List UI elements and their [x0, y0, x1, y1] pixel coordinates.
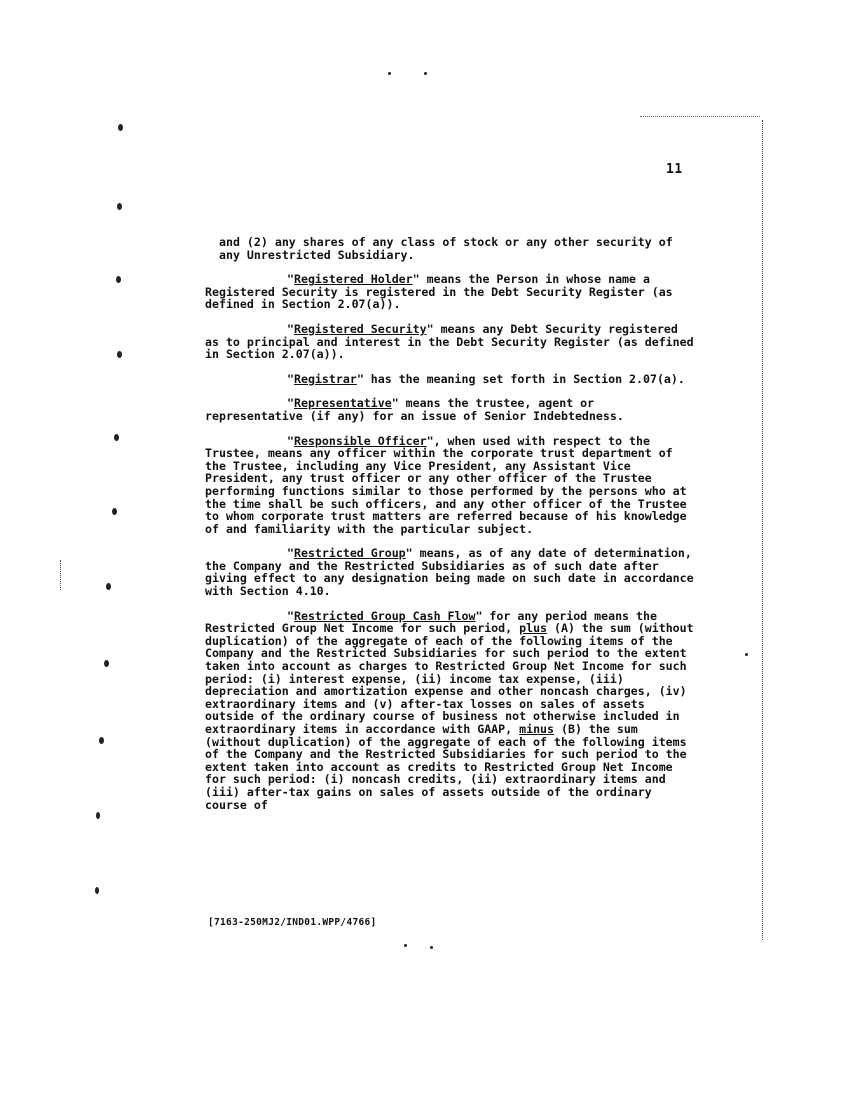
scan-speck — [95, 887, 99, 894]
definition-registered-security — [205, 323, 695, 361]
definition-text: (A) the sum (without duplication) of the aggregate of each of the following items of the Company and the Restricted Subsidiaries for such period to the extent taken into account as charges to Restricted Group Net Income for such period: (i) interest expense, (ii) income tax expense, (iii) depreciation and amortization expense and other noncash charges, (iv) extraordinary items and (v) after-tax losses on sales of assets outside of the ordinary course of business not otherwise included in extraordinary items in accordance with GAAP, — [205, 621, 694, 736]
definition-restricted-group — [205, 547, 695, 597]
definition-text: " means the Person in whose name a Registered Security is registered in the Debt Security Register (as defined in Section 2.07(a)). — [205, 272, 673, 312]
scan-speck — [116, 276, 121, 283]
plus-term: plus — [519, 621, 548, 636]
scan-speck — [430, 946, 433, 949]
open-quote: " — [287, 371, 294, 386]
scan-speck — [104, 660, 109, 667]
defined-term: Registered Security — [293, 321, 427, 336]
definition-text: ", when used with respect to the Trustee, means any officer within the corporate trust department of the Trustee, including any Vice President, any Assistant Vice President, any trust officer or any other officer of the Trustee performing functions similar to those performed by the persons who at the time shall be such officers, and any other officer of the Trustee to whom corporate trust matters are referred because of his knowledge of and familiarity with the particular subject. — [205, 433, 687, 536]
scan-speck — [106, 583, 111, 590]
defined-term: Registered Holder — [293, 272, 413, 287]
scan-speck — [118, 124, 123, 131]
scan-edge-right — [762, 120, 763, 940]
definition-text: " means any Debt Security registered as to principal and interest in the Debt Security Register (as defined in Section 2.07(a)). — [205, 321, 694, 362]
scan-speck — [424, 72, 427, 75]
open-quote: " — [287, 321, 294, 336]
definition-responsible-officer — [205, 435, 695, 536]
definition-text: " means, as of any date of determination, the Company and the Restricted Subsidiaries as of such date after giving effect to any designation being made on such date in accordance with Section 4.10. — [205, 546, 694, 599]
definition-restricted-group-cash-flow — [205, 610, 695, 812]
definition-representative — [205, 397, 695, 422]
open-quote: " — [287, 272, 294, 287]
scan-speck — [388, 72, 391, 75]
definition-registrar — [205, 373, 695, 386]
scan-speck — [96, 812, 100, 819]
definition-text: " for any period means the Restricted Group Net Income for such period, — [205, 608, 657, 636]
defined-term: Registrar — [293, 371, 357, 386]
scan-edge-left — [60, 560, 61, 590]
definition-text: " means the trustee, agent or representative (if any) for an issue of Senior Indebtedness. — [205, 396, 624, 423]
document-body — [205, 236, 695, 823]
scan-speck — [117, 203, 122, 210]
scan-top-line — [640, 116, 760, 117]
minus-term: minus — [519, 722, 555, 736]
paragraph-continuation — [205, 236, 695, 261]
scan-speck — [99, 737, 104, 744]
defined-term: Representative — [293, 396, 392, 411]
scan-speck — [112, 508, 117, 515]
open-quote: " — [287, 433, 294, 448]
defined-term: Responsible Officer — [293, 433, 427, 448]
document-footer-id: [7163-250MJ2/IND01.WPP/4766] — [208, 917, 377, 928]
scan-speck — [745, 653, 748, 656]
definition-registered-holder — [205, 273, 695, 311]
open-quote: " — [287, 396, 294, 411]
definition-text: " has the meaning set forth in Section 2.07(a). — [356, 371, 685, 386]
scan-speck — [404, 944, 407, 947]
page-number: 11 — [666, 162, 683, 177]
defined-term: Restricted Group Cash Flow — [293, 608, 476, 623]
open-quote: " — [287, 608, 294, 623]
defined-term: Restricted Group — [293, 546, 406, 561]
scan-speck — [117, 351, 122, 358]
definition-text: (B) the sum (without duplication) of the aggregate of each of the following items of the Company and the Restricted Subsidiaries for such period to the extent taken into account as credits to Restricted Group Net Income for such period: (i) noncash credits, (ii) extraordinary items and (iii) after-tax gains on sales of assets outside of the ordinary course of — [205, 722, 687, 812]
open-quote: " — [287, 546, 294, 561]
scan-speck — [114, 434, 119, 441]
paragraph-text: and (2) any shares of any class of stock or any other security of any Unrestricted Subsidiary. — [219, 235, 673, 262]
